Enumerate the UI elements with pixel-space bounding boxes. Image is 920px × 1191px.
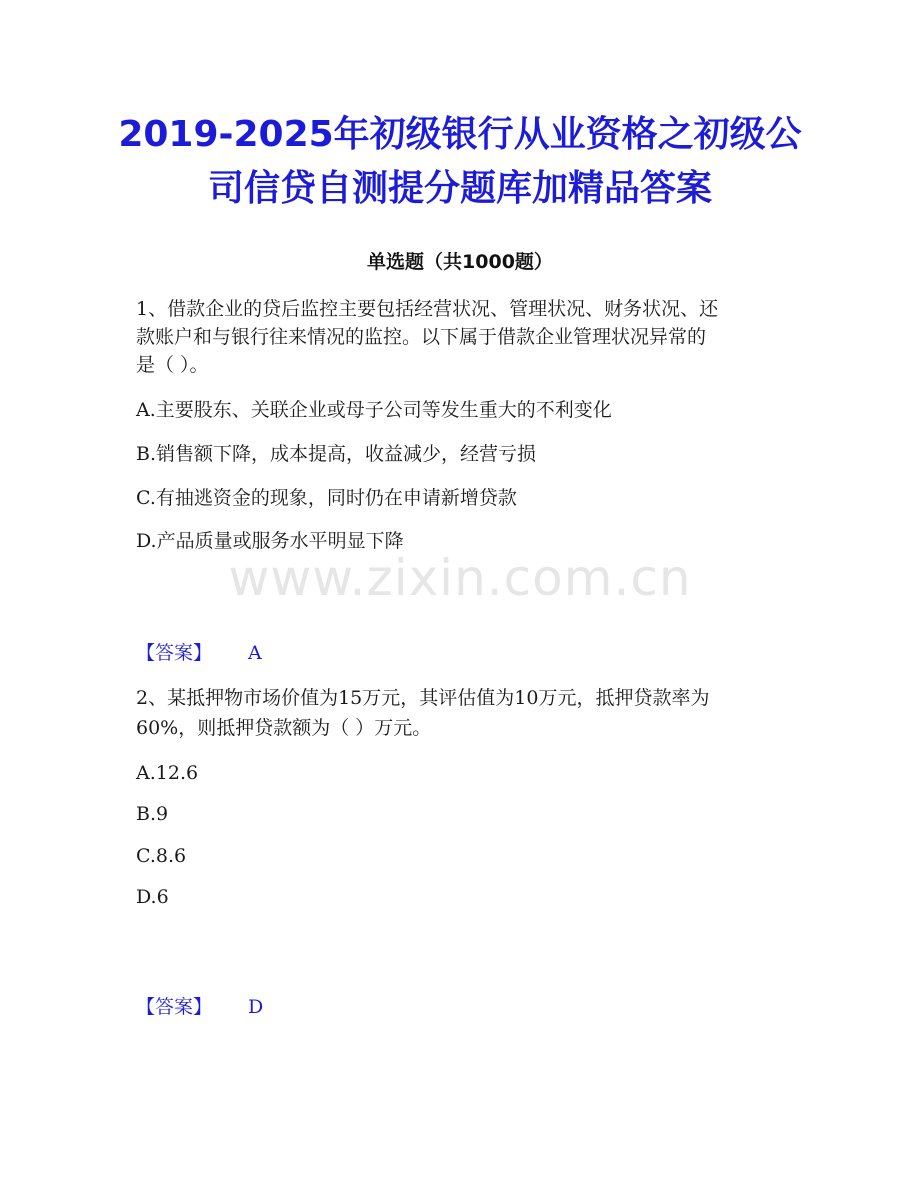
- document-title: [60, 108, 860, 216]
- answer-label: 【答案】: [136, 642, 213, 664]
- question-1-stem-line-3: 是（ ）。: [136, 354, 209, 376]
- question-2-answer: [136, 993, 263, 1021]
- question-1-option-a: A.主要股东、关联企业或母子公司等发生重大的不利变化: [136, 399, 612, 421]
- section-heading: 单选题（共1000题）: [367, 251, 553, 273]
- question-1-option-d: D.产品质量或服务水平明显下降: [136, 530, 404, 552]
- question-2-stem-line-1: 2、某抵押物市场价值为15万元，其评估值为10万元，抵押贷款率为: [136, 687, 710, 709]
- title-line-1: 2019-2025年初级银行从业资格之初级公: [118, 114, 802, 155]
- question-2-option-d: D.6: [136, 886, 169, 908]
- question-1-stem-line-1: 1、借款企业的贷后监控主要包括经营状况、管理状况、财务状况、还: [136, 298, 719, 320]
- question-2-option-a: A.12.6: [136, 762, 199, 784]
- question-1-answer: [136, 639, 262, 667]
- question-1-option-c: C.有抽逃资金的现象，同时仍在申请新增贷款: [136, 487, 517, 509]
- question-1-option-b: B.销售额下降，成本提高，收益减少，经营亏损: [136, 443, 537, 465]
- question-2-stem-line-2: 60%，则抵押贷款额为（ ）万元。: [136, 717, 432, 739]
- question-2-option-c: C.8.6: [136, 845, 187, 867]
- watermark: www.zixin.com.cn: [228, 549, 692, 607]
- question-2-option-b: B.9: [136, 803, 169, 825]
- answer-value: D: [248, 996, 264, 1018]
- answer-label: 【答案】: [136, 996, 213, 1018]
- title-line-2: 司信贷自测提分题库加精品答案: [207, 168, 712, 209]
- answer-value: A: [248, 642, 262, 664]
- question-1-stem-line-2: 款账户和与银行往来情况的监控。以下属于借款企业管理状况异常的: [136, 326, 707, 348]
